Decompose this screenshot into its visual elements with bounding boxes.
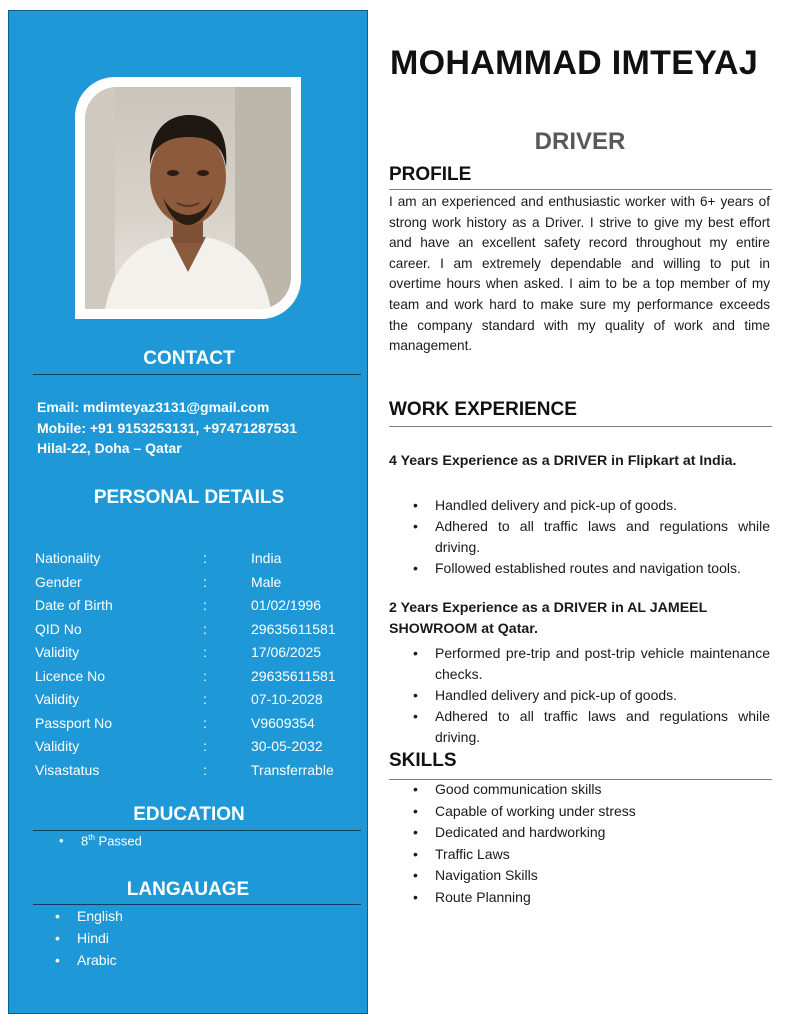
sidebar: [8, 10, 368, 1014]
profile-photo-frame: [75, 77, 301, 319]
pd-value: 07-10-2028: [251, 691, 323, 707]
language-list: [51, 905, 123, 971]
work-experience-divider: [389, 426, 772, 427]
pd-colon: :: [203, 667, 207, 684]
language-item: • Arabic: [51, 949, 123, 971]
skill-item: • Navigation Skills: [389, 865, 770, 887]
profile-photo: [85, 87, 291, 309]
skill-item: • Route Planning: [389, 887, 770, 909]
pd-value: 29635611581: [251, 620, 336, 637]
pd-value: Transferrable: [251, 761, 334, 778]
education-heading: EDUCATION: [133, 804, 245, 825]
pd-colon: :: [203, 714, 207, 731]
education-status: Passed: [94, 833, 142, 849]
education-grade-suffix: th: [88, 833, 95, 842]
profile-heading: PROFILE: [389, 164, 472, 185]
job-bullet: • Followed established routes and navigation tools.: [389, 558, 770, 579]
pd-value: V9609354: [251, 714, 315, 731]
pd-label: Visastatus: [35, 761, 100, 778]
job-bullet: • Adhered to all traffic laws and regulations while driving.: [389, 516, 770, 558]
contact-block: [37, 397, 297, 459]
pd-label: Validity: [35, 738, 80, 754]
skills-heading: SKILLS: [389, 750, 457, 771]
contact-address: Hilal-22, Doha – Qatar: [37, 440, 182, 456]
job-bullet: • Handled delivery and pick-up of goods.: [389, 685, 770, 706]
education-list: [55, 833, 142, 848]
pd-value: 29635611581: [251, 667, 336, 684]
language-heading: LANGAUAGE: [126, 879, 250, 900]
profile-divider: [389, 189, 772, 190]
work-experience-heading: WORK EXPERIENCE: [389, 399, 577, 420]
pd-label: Gender: [35, 573, 82, 590]
job-entry-title: 2 Years Experience as a DRIVER in AL JAMEEL SHOWROOM at Qatar.: [389, 600, 708, 637]
job-bullet: • Adhered to all traffic laws and regulations while driving.: [389, 706, 770, 748]
pd-label: Date of Birth: [35, 597, 113, 613]
pd-label: Passport No: [35, 714, 113, 731]
pd-label: Nationality: [35, 550, 101, 566]
education-grade: 8: [81, 833, 89, 849]
pd-value: 17/06/2025: [251, 644, 322, 660]
personal-details-heading: PERSONAL DETAILS: [93, 487, 285, 508]
pd-value: India: [251, 550, 282, 566]
pd-colon: :: [203, 573, 207, 590]
pd-value: 01/02/1996: [251, 597, 322, 613]
job-entry-bullets: [389, 643, 770, 748]
person-portrait-image: [85, 87, 291, 309]
skill-item: • Capable of working under stress: [389, 801, 770, 823]
contact-heading: CONTACT: [143, 348, 235, 369]
skills-list: [389, 779, 770, 909]
pd-label: Licence No: [35, 667, 106, 684]
language-item: • English: [51, 905, 123, 927]
pd-colon: :: [203, 738, 207, 754]
pd-colon: :: [203, 761, 207, 778]
profile-summary: I am an experienced and enthusiastic worker with 6+ years of strong work history as a Driver. I strive to give my best effort and have an excellent safety record throughout my entire career. I am extremely dependable and willing to put in overtime hours when asked. I aim to be a top member of my team and work hard to make sure my performance exceeds the company standard with my quality of work and time management.: [389, 194, 770, 354]
pd-label: Validity: [35, 644, 80, 660]
contact-divider: [33, 374, 361, 375]
skill-item: • Good communication skills: [389, 779, 770, 801]
contact-mobile[interactable]: Mobile: +91 9153253131, +97471287531: [37, 419, 297, 436]
job-entry-bullets: [389, 495, 770, 579]
job-bullet: • Performed pre-trip and post-trip vehicle maintenance checks.: [389, 643, 770, 685]
job-bullet: • Handled delivery and pick-up of goods.: [389, 495, 770, 516]
pd-colon: :: [203, 620, 207, 637]
job-entry-title: 4 Years Experience as a DRIVER in Flipkart at India.: [389, 453, 737, 469]
pd-value: Male: [251, 573, 282, 590]
contact-email[interactable]: Email: mdimteyaz3131@gmail.com: [37, 399, 270, 415]
language-item: • Hindi: [51, 927, 123, 949]
pd-colon: :: [203, 644, 207, 660]
pd-label: QID No: [35, 620, 82, 637]
pd-colon: :: [203, 550, 207, 566]
pd-colon: :: [203, 597, 207, 613]
pd-value: 30-05-2032: [251, 738, 323, 754]
education-divider: [33, 830, 361, 831]
skill-item: • Traffic Laws: [389, 844, 770, 866]
candidate-name: MOHAMMAD IMTEYAJ: [390, 44, 759, 82]
skill-item: • Dedicated and hardworking: [389, 822, 770, 844]
pd-label: Validity: [35, 691, 80, 707]
pd-colon: :: [203, 691, 207, 707]
education-item: [55, 833, 142, 848]
job-title: DRIVER: [534, 128, 626, 155]
